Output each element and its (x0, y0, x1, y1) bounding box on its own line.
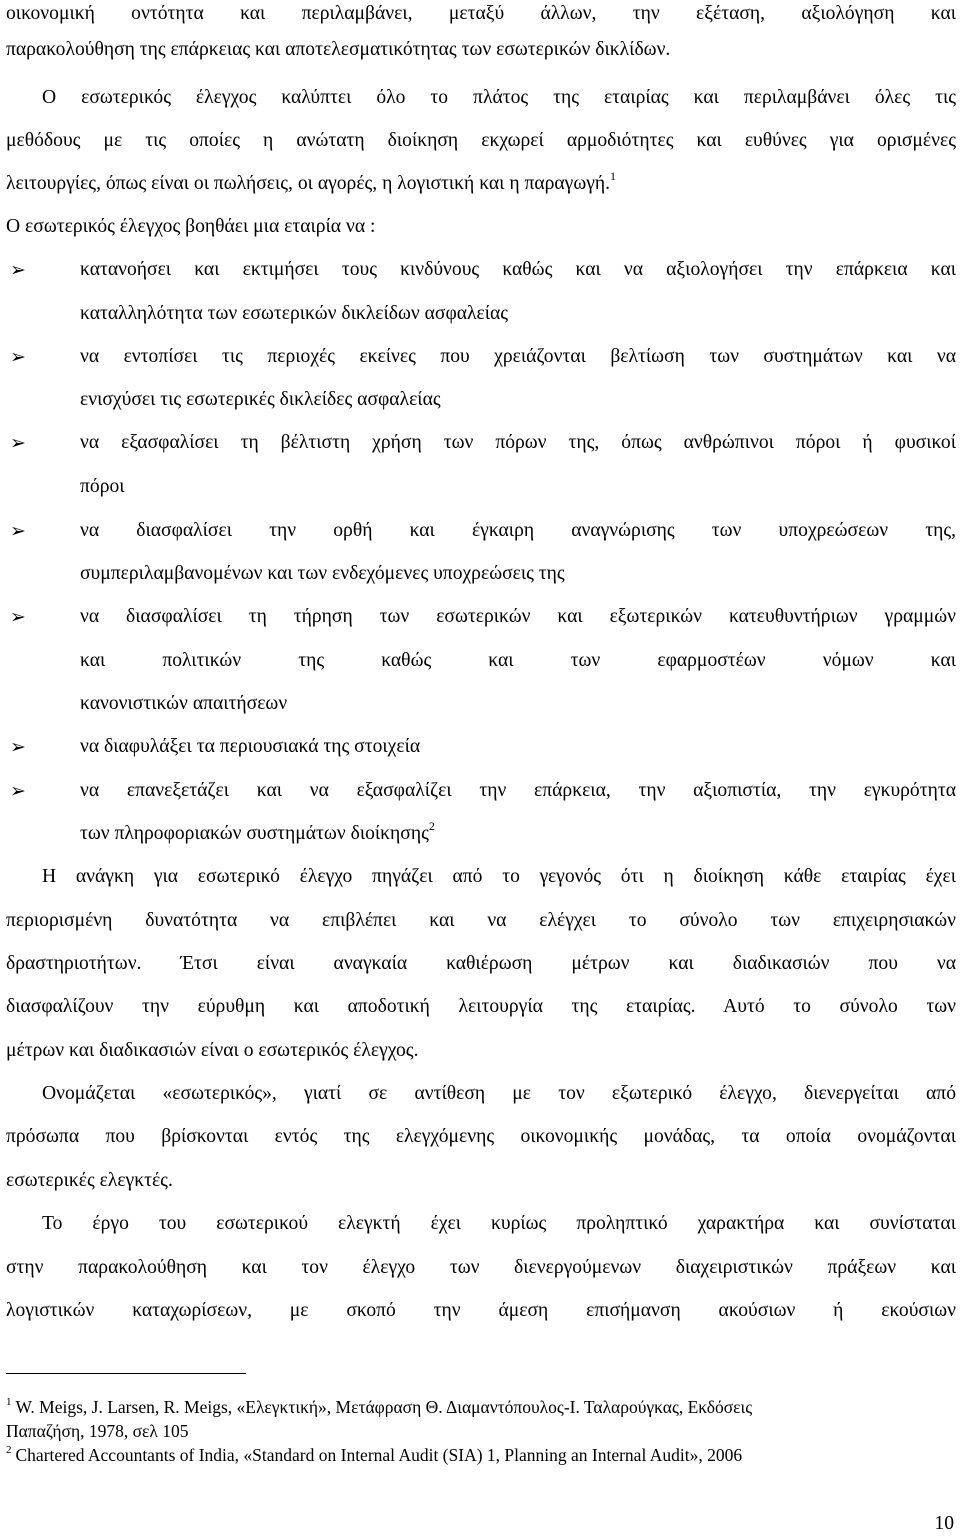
bullet-5-line-2: και πολιτικών της καθώς και των εφαρμοστέων νόμων και (80, 650, 956, 671)
bullet-5-line-1: να διασφαλίσει τη τήρηση των εσωτερικών και εξωτερικών κατευθυντήριων γραμμών (80, 606, 956, 627)
bullet-6-line-1: να διαφυλάξει τα περιουσιακά της στοιχεία (80, 736, 421, 757)
bullet-3-line-1: να εξασφαλίσει τη βέλτιστη χρήση των πόρων της, όπως ανθρώπινοι πόροι ή φυσικοί (80, 432, 956, 453)
bullet-4-line-2: συμπεριλαμβανομένων και των ενδεχόμενες υποχρεώσεις της (80, 563, 565, 584)
paragraph-2-line-1: Ο εσωτερικός έλεγχος καλύπτει όλο το πλάτος της εταιρίας και περιλαμβάνει όλες τις (42, 87, 956, 108)
footnote-1-line-2: Παπαζήση, 1978, σελ 105 (6, 1421, 189, 1441)
bullet-7-line-1: να επανεξετάζει και να εξασφαλίζει την επάρκεια, την αξιοπιστία, την εγκυρότητα (80, 780, 956, 801)
paragraph-2-line-3-text: λειτουργίες, όπως είναι οι πωλήσεις, οι αγορές, η λογιστική και η παραγωγή. (6, 173, 611, 194)
paragraph-1-line-2: παρακολούθηση της επάρκειας και αποτελεσματικότητας των εσωτερικών δικλίδων. (6, 39, 671, 60)
paragraph-5-line-3: λογιστικών καταχωρίσεων, με σκοπό την άμεση επισήμανση ακούσιων ή εκούσιων (6, 1300, 956, 1321)
paragraph-4-line-2: πρόσωπα που βρίσκονται εντός της ελεγχόμενης οικονομικής μονάδας, τα οποία ονομάζονται (6, 1126, 956, 1147)
bullet-5-line-3: κανονιστικών απαιτήσεων (80, 693, 288, 714)
bullet-4-line-1: να διασφαλίσει την ορθή και έγκαιρη αναγνώρισης των υποχρεώσεων της, (80, 520, 956, 541)
bullet-arrow-icon: ➢ (10, 780, 26, 802)
footnote-2-number: 2 (6, 1444, 12, 1456)
bullet-3-line-2: πόροι (80, 476, 125, 497)
footnote-1-line-1 (6, 1396, 752, 1418)
bullet-2-line-2: ενισχύσει τις εσωτερικές δικλείδες ασφαλείας (80, 389, 441, 410)
bullet-arrow-icon: ➢ (10, 432, 26, 454)
footnote-ref-1: 1 (610, 169, 617, 183)
footnote-2 (6, 1444, 742, 1466)
paragraph-3-line-1: Η ανάγκη για εσωτερικό έλεγχο πηγάζει από το γεγονός ότι η διοίκηση κάθε εταιρίας έχει (42, 866, 956, 887)
footnote-2-text: Chartered Accountants of India, «Standard on Internal Audit (SIA) 1, Planning an Internal Audit», 2006 (15, 1445, 743, 1465)
list-intro: Ο εσωτερικός έλεγχος βοηθάει μια εταιρία να : (6, 216, 376, 237)
paragraph-5-line-1: Το έργο του εσωτερικού ελεγκτή έχει κυρίως προληπτικό χαρακτήρα και συνίσταται (42, 1213, 956, 1234)
paragraph-1-line-1: οικονομική οντότητα και περιλαμβάνει, μεταξύ άλλων, την εξέταση, αξιολόγηση και (6, 3, 956, 24)
paragraph-3-line-4: διασφαλίζουν την εύρυθμη και αποδοτική λειτουργία της εταιρίας. Αυτό το σύνολο των (6, 996, 956, 1017)
bullet-2-line-1: να εντοπίσει τις περιοχές εκείνες που χρειάζονται βελτίωση των συστημάτων και να (80, 346, 956, 367)
paragraph-5-line-2: στην παρακολούθηση και τον έλεγχο των διενεργούμενων διαχειριστικών πράξεων και (6, 1257, 956, 1278)
bullet-7-line-2-text: των πληροφοριακών συστημάτων διοίκησης (80, 823, 429, 844)
footnote-ref-2: 2 (428, 819, 435, 833)
footnote-1-number: 1 (6, 1396, 12, 1408)
footnote-separator (6, 1373, 246, 1374)
bullet-7-line-2 (80, 819, 435, 846)
footnote-1-text: W. Meigs, J. Larsen, R. Meigs, «Ελεγκτική», Μετάφραση Θ. Διαμαντόπουλος-Ι. Ταλαρούγκας, Εκδόσεις (15, 1397, 753, 1417)
bullet-arrow-icon: ➢ (10, 259, 26, 281)
bullet-arrow-icon: ➢ (10, 520, 26, 542)
paragraph-4-line-1: Ονομάζεται «εσωτερικός», γιατί σε αντίθεση με τον εξωτερικό έλεγχο, διενεργείται από (42, 1083, 956, 1104)
paragraph-2-line-2: μεθόδους με τις οποίες η ανώτατη διοίκηση εκχωρεί αρμοδιότητες και ευθύνες για ορισμένες (6, 130, 956, 151)
bullet-1-line-2: καταλληλότητα των εσωτερικών δικλείδων ασφαλείας (80, 303, 509, 324)
paragraph-2-line-3 (6, 169, 617, 196)
bullet-1-line-1: κατανοήσει και εκτιμήσει τους κινδύνους καθώς και να αξιολογήσει την επάρκεια και (80, 259, 956, 280)
bullet-arrow-icon: ➢ (10, 736, 26, 758)
bullet-arrow-icon: ➢ (10, 346, 26, 368)
paragraph-3-line-2: περιορισμένη δυνατότητα να επιβλέπει και να ελέγχει το σύνολο των επιχειρησιακών (6, 910, 956, 931)
page-number: 10 (934, 1513, 954, 1534)
paragraph-3-line-3: δραστηριοτήτων. Έτσι είναι αναγκαία καθιέρωση μέτρων και διαδικασιών που να (6, 953, 956, 974)
bullet-arrow-icon: ➢ (10, 606, 26, 628)
paragraph-3-line-5: μέτρων και διαδικασιών είναι ο εσωτερικός έλεγχος. (6, 1040, 419, 1061)
paragraph-4-line-3: εσωτερικές ελεγκτές. (6, 1170, 173, 1191)
